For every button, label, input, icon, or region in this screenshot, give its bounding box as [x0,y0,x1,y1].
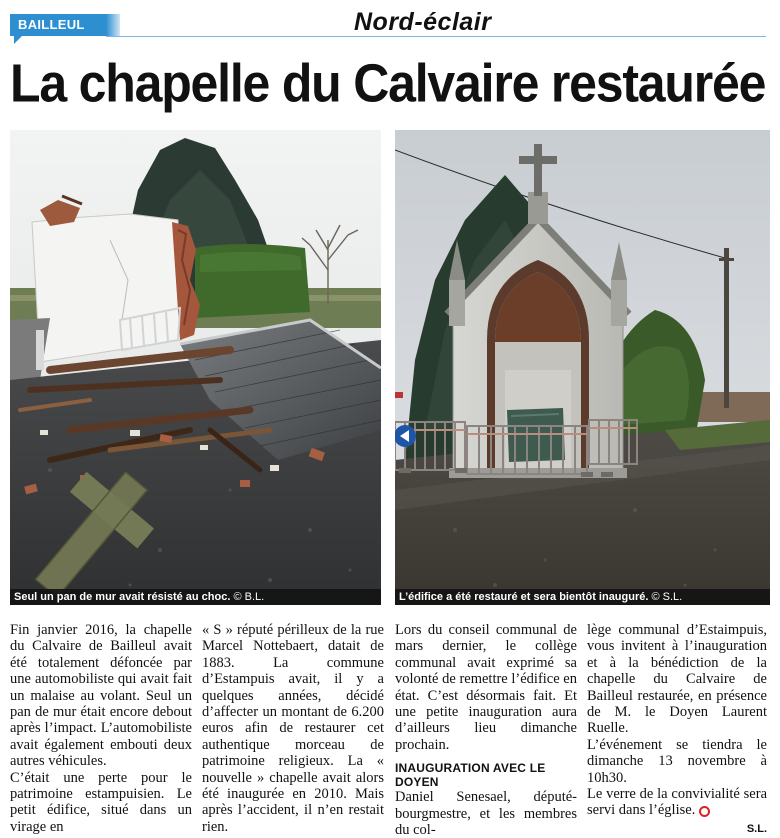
photo-caption-left: Seul un pan de mur avait résisté au choc. © B.L. [10,589,381,605]
article-subheading: INAUGURATION AVEC LE DOYEN [395,761,546,790]
article-paragraph: « S » réputé périlleux de la rue Marcel Nottebaert, datait de 1883. La commune d’Estampuis avait, il y a quelques années, décidé d’affecter un montant de 6.200 euros afin de restaurer cet authentique morceau de patrimoine religieux. La « nouvelle » chapelle avait alors été inaugurée en 2010. Mais après l’accident, il n’en restait rien. [202,622,384,835]
article-paragraph: Daniel Senesael, député-bourgmestre, et les membres du col- [395,789,577,838]
article-paragraph: Lors du conseil communal de mars dernier, le collège communal avait exprimé sa volonté de remettre l’édifice en état. C’est désormais fait. Et une petite inauguration aura d’ailleurs lieu dimanche prochain. [395,622,577,753]
section-tag-fade [106,14,120,36]
photo-restored-chapel [395,130,770,605]
article-column-4 [587,622,767,837]
destroyed-chapel-illustration [10,130,381,605]
article-paragraph: L’événement se tiendra le dimanche 13 novembre à 10h30. [587,736,767,786]
end-of-article-icon [699,806,710,817]
article-paragraph-last [587,786,767,819]
article-paragraph: Fin janvier 2016, la chapelle du Calvaire de Bailleul avait été totalement défoncée par une automobiliste qui avait fait un malaise au volant. Seul un pan de mur était encore debout après l’impact. L’automobiliste avait également embouti deux autres véhicules. [10,622,192,770]
section-tag: BAILLEUL [10,14,106,36]
article-paragraph: C’était une perte pour le patrimoine estampuisien. Le petit édifice, situé dans un virage en [10,769,192,835]
section-tag-tail [14,36,22,44]
author-signature: S.L. [746,822,767,835]
article-column-2 [202,622,384,835]
newspaper-masthead: Nord-éclair [354,8,492,36]
article-column-1 [10,622,192,835]
photo-caption-right: L’édifice a été restauré et sera bientôt inauguré. © S.L. [395,589,770,605]
article-closing-text: Le verre de la convivialité sera servi dans l’église. [587,786,767,819]
article-column-3 [395,622,577,838]
photo-destroyed-chapel [10,130,381,605]
restored-chapel-illustration [395,130,770,605]
article-paragraph: lège communal d’Estaimpuis, vous invitent à l’inauguration et à la bénédiction de la chapelle du Calvaire de Bailleul restaurée, en présence de M. le Doyen Laurent Ruelle. [587,622,767,737]
article-headline: La chapelle du Calvaire restaurée [10,53,766,114]
